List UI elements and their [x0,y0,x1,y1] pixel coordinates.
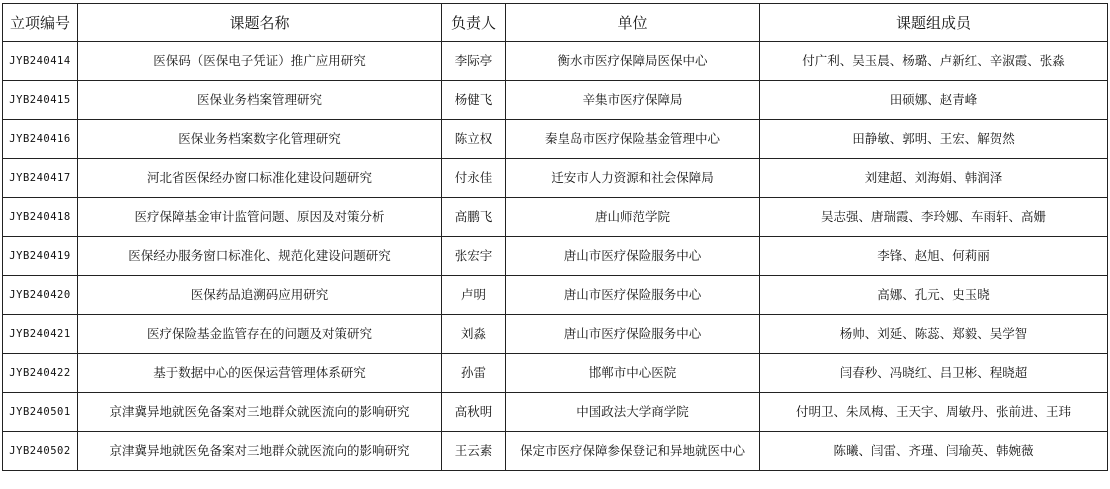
cell-project-title: 医保经办服务窗口标准化、规范化建设问题研究 [78,237,442,276]
header-leader: 负责人 [442,4,506,42]
cell-members: 高娜、孔元、史玉晓 [760,276,1108,315]
cell-organization: 唐山市医疗保险服务中心 [506,276,760,315]
header-organization: 单位 [506,4,760,42]
cell-project-id: JYB240420 [3,276,78,315]
cell-members: 陈曦、闫雷、齐瑾、闫瑜英、韩婉薇 [760,432,1108,471]
cell-members: 杨帅、刘延、陈蕊、郑毅、吴学智 [760,315,1108,354]
cell-leader: 李际亭 [442,42,506,81]
table-row [3,432,1108,471]
cell-organization: 辛集市医疗保障局 [506,81,760,120]
cell-project-id: JYB240419 [3,237,78,276]
cell-members: 田硕娜、赵青峰 [760,81,1108,120]
cell-members: 李锋、赵旭、何莉丽 [760,237,1108,276]
cell-members: 闫春秒、冯晓红、吕卫彬、程晓超 [760,354,1108,393]
cell-leader: 付永佳 [442,159,506,198]
table-row [3,81,1108,120]
cell-members: 付广利、吴玉晨、杨璐、卢新红、辛淑霞、张淼 [760,42,1108,81]
cell-project-id: JYB240502 [3,432,78,471]
table-row [3,159,1108,198]
header-project-title: 课题名称 [78,4,442,42]
cell-organization: 中国政法大学商学院 [506,393,760,432]
cell-project-id: JYB240414 [3,42,78,81]
cell-leader: 杨健飞 [442,81,506,120]
cell-project-id: JYB240417 [3,159,78,198]
cell-members: 吴志强、唐瑞霞、李玲娜、车雨轩、高姗 [760,198,1108,237]
table-row [3,315,1108,354]
cell-project-id: JYB240415 [3,81,78,120]
cell-project-title: 医保业务档案数字化管理研究 [78,120,442,159]
cell-organization: 迁安市人力资源和社会保障局 [506,159,760,198]
cell-project-title: 河北省医保经办窗口标准化建设问题研究 [78,159,442,198]
table-row [3,237,1108,276]
header-members: 课题组成员 [760,4,1108,42]
cell-project-title: 医保码（医保电子凭证）推广应用研究 [78,42,442,81]
cell-project-title: 医保业务档案管理研究 [78,81,442,120]
cell-leader: 刘淼 [442,315,506,354]
cell-project-title: 基于数据中心的医保运营管理体系研究 [78,354,442,393]
cell-organization: 衡水市医疗保障局医保中心 [506,42,760,81]
table-row [3,198,1108,237]
cell-project-title: 医疗保障基金审计监管问题、原因及对策分析 [78,198,442,237]
cell-leader: 孙雷 [442,354,506,393]
cell-leader: 张宏宇 [442,237,506,276]
cell-project-id: JYB240418 [3,198,78,237]
cell-members: 刘建超、刘海娟、韩润泽 [760,159,1108,198]
cell-organization: 唐山市医疗保险服务中心 [506,315,760,354]
cell-leader: 卢明 [442,276,506,315]
cell-project-title: 京津冀异地就医免备案对三地群众就医流向的影响研究 [78,432,442,471]
cell-project-id: JYB240422 [3,354,78,393]
cell-leader: 王云素 [442,432,506,471]
table-row [3,354,1108,393]
table-row [3,120,1108,159]
cell-project-title: 医疗保险基金监管存在的问题及对策研究 [78,315,442,354]
cell-members: 田静敏、郭明、王宏、解贺然 [760,120,1108,159]
header-project-id: 立项编号 [3,4,78,42]
cell-leader: 高秋明 [442,393,506,432]
table-row [3,393,1108,432]
cell-project-id: JYB240421 [3,315,78,354]
cell-organization: 唐山市医疗保险服务中心 [506,237,760,276]
cell-leader: 高鹏飞 [442,198,506,237]
cell-project-id: JYB240501 [3,393,78,432]
table-header-row [3,4,1108,42]
cell-organization: 邯郸市中心医院 [506,354,760,393]
cell-organization: 秦皇岛市医疗保险基金管理中心 [506,120,760,159]
projects-table [2,3,1108,471]
cell-organization: 保定市医疗保障参保登记和异地就医中心 [506,432,760,471]
table-row [3,42,1108,81]
cell-project-id: JYB240416 [3,120,78,159]
cell-project-title: 医保药品追溯码应用研究 [78,276,442,315]
cell-organization: 唐山师范学院 [506,198,760,237]
cell-project-title: 京津冀异地就医免备案对三地群众就医流向的影响研究 [78,393,442,432]
cell-leader: 陈立权 [442,120,506,159]
cell-members: 付明卫、朱凤梅、王天宇、周敏丹、张前进、王玮 [760,393,1108,432]
table-row [3,276,1108,315]
